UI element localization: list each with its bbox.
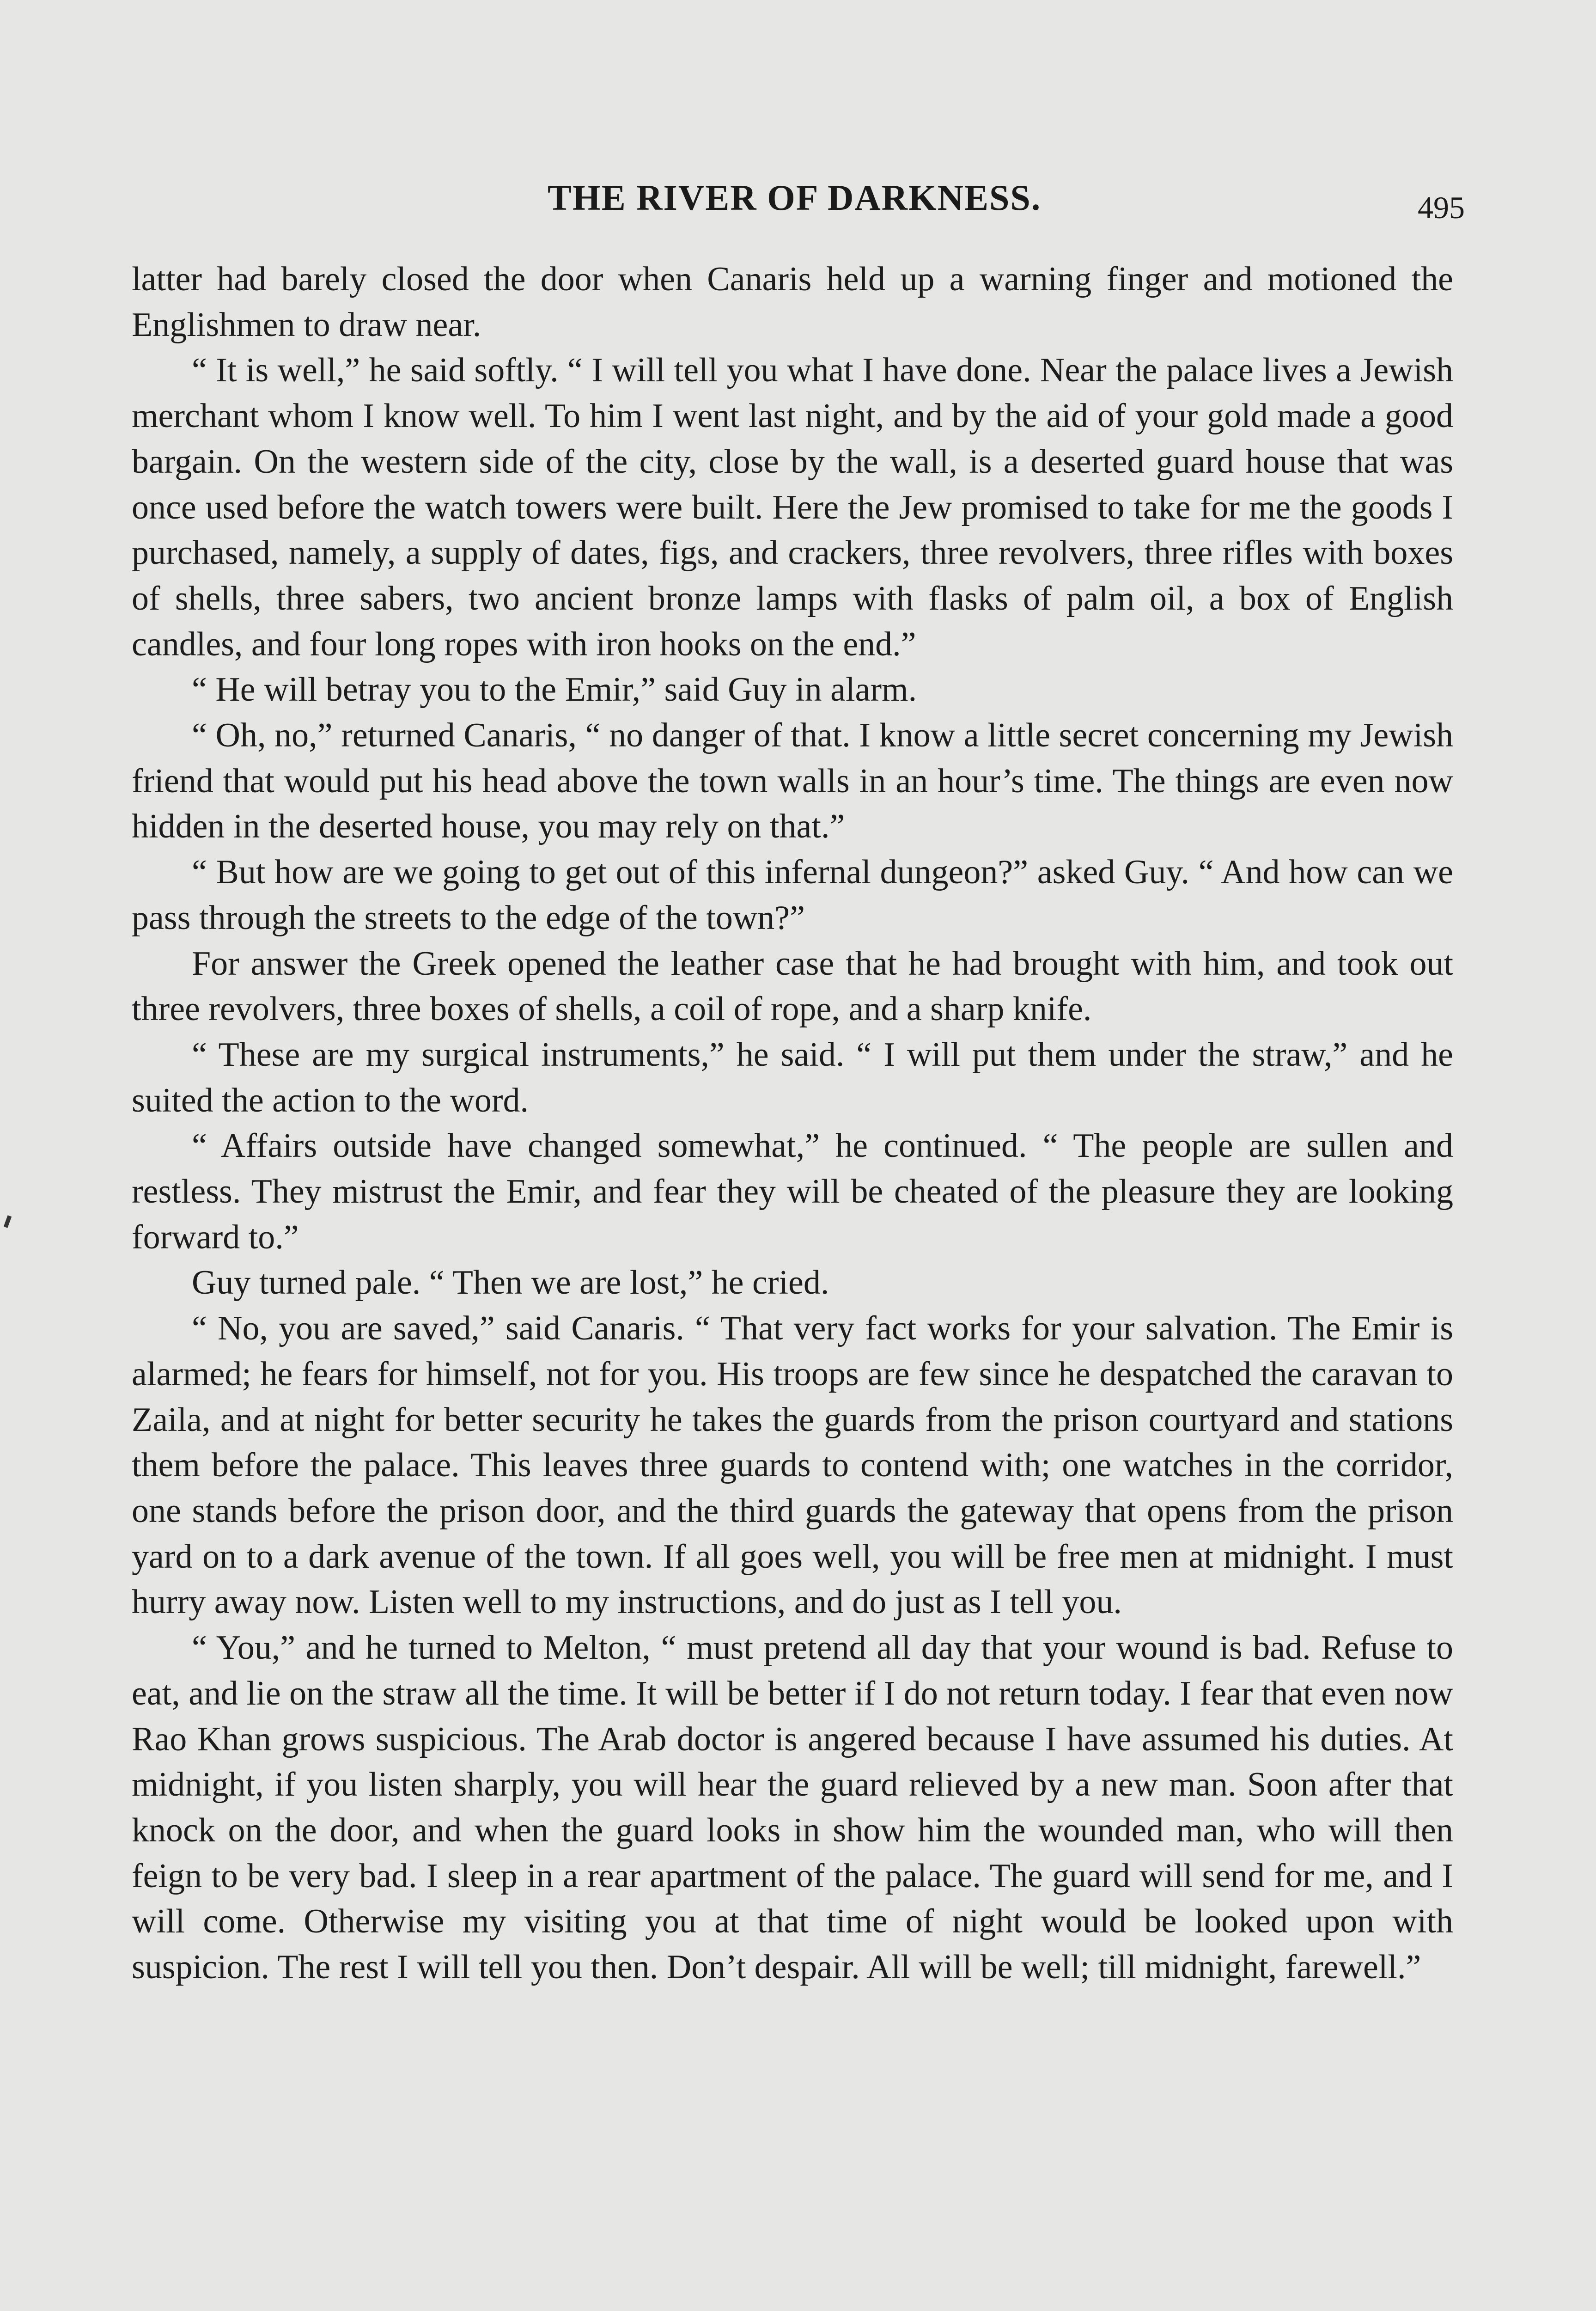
running-title: THE RIVER OF DARKNESS. (548, 177, 1042, 218)
paragraph-3: “ He will betray you to the Emir,” said Guy in alarm. (192, 671, 917, 709)
margin-speck (4, 1215, 12, 1228)
paragraph-11: “ You,” and he turned to Melton, “ must pretend all day that your wound is bad. Refuse to eat, and lie on the straw all the time. It will be better if I do not return today. I fear that even now Rao Khan grows suspicious. The Arab doctor is angered because I have assumed his duties. At midnight, if you listen sharply, you will hear the guard relieved by a new man. Soon after that knock on the door, and when the guard looks in show him the wounded man, who will then feign to be very bad. I sleep in a rear apartment of the palace. The guard will send for me, and I will come. Otherwise my visiting you at that time of night would be looked upon with suspicion. The rest I will tell you then. Don’t despair. All will be well; till midnight, farewell.” (132, 1629, 1453, 1987)
paragraph-7: “ These are my surgical instruments,” he said. “ I will put them under the straw,” and he suited the action to the word. (132, 1035, 1453, 1119)
paragraph-10: “ No, you are saved,” said Canaris. “ That very fact works for your salvation. The Emir is alarmed; he fears for himself, not for you. His troops are few since he despatched the caravan to Zaila, and at night for better security he takes the guards from the prison courtyard and stations them before the palace. This leaves three guards to contend with; one watches in the corridor, one stands before the prison door, and the third guards the gateway that opens from the prison yard on to a dark avenue of the town. If all goes well, you will be free men at midnight. I must hurry away now. Listen well to my instructions, and do just as I tell you. (132, 1309, 1453, 1621)
paragraph-5: “ But how are we going to get out of this infernal dungeon?” asked Guy. “ And how can we pass through the streets to the edge of the town?” (132, 853, 1453, 937)
page-number: 495 (1418, 190, 1465, 225)
paragraph-2: “ It is well,” he said softly. “ I will tell you what I have done. Near the palace lives a Jewish merchant whom I know well. To him I went last night, and by the aid of your gold made a good bargain. On the western side of the city, close by the wall, is a deserted guard house that was once used before the watch towers were built. Here the Jew promised to take for me the goods I purchased, namely, a supply of dates, figs, and crackers, three revolvers, three rifles with boxes of shells, three sabers, two ancient bronze lamps with flasks of palm oil, a box of English candles, and four long ropes with iron hooks on the end.” (132, 351, 1453, 663)
paragraph-6: For answer the Greek opened the leather case that he had brought with him, and took out three revolvers, three boxes of shells, a coil of rope, and a sharp knife. (132, 944, 1453, 1028)
body-text (132, 257, 1453, 1990)
paragraph-1: latter had barely closed the door when Canaris held up a warning finger and motioned the Englishmen to draw near. (132, 260, 1453, 344)
paragraph-8: “ Affairs outside have changed somewhat,” he continued. “ The people are sullen and restless. They mistrust the Emir, and fear they will be cheated of the pleasure they are looking forward to.” (132, 1127, 1453, 1256)
paragraph-4: “ Oh, no,” returned Canaris, “ no danger of that. I know a little secret concerning my Jewish friend that would put his head above the town walls in an hour’s time. The things are even now hidden in the deserted house, you may rely on that.” (132, 716, 1453, 846)
paragraph-9: Guy turned pale. “ Then we are lost,” he cried. (192, 1264, 829, 1302)
